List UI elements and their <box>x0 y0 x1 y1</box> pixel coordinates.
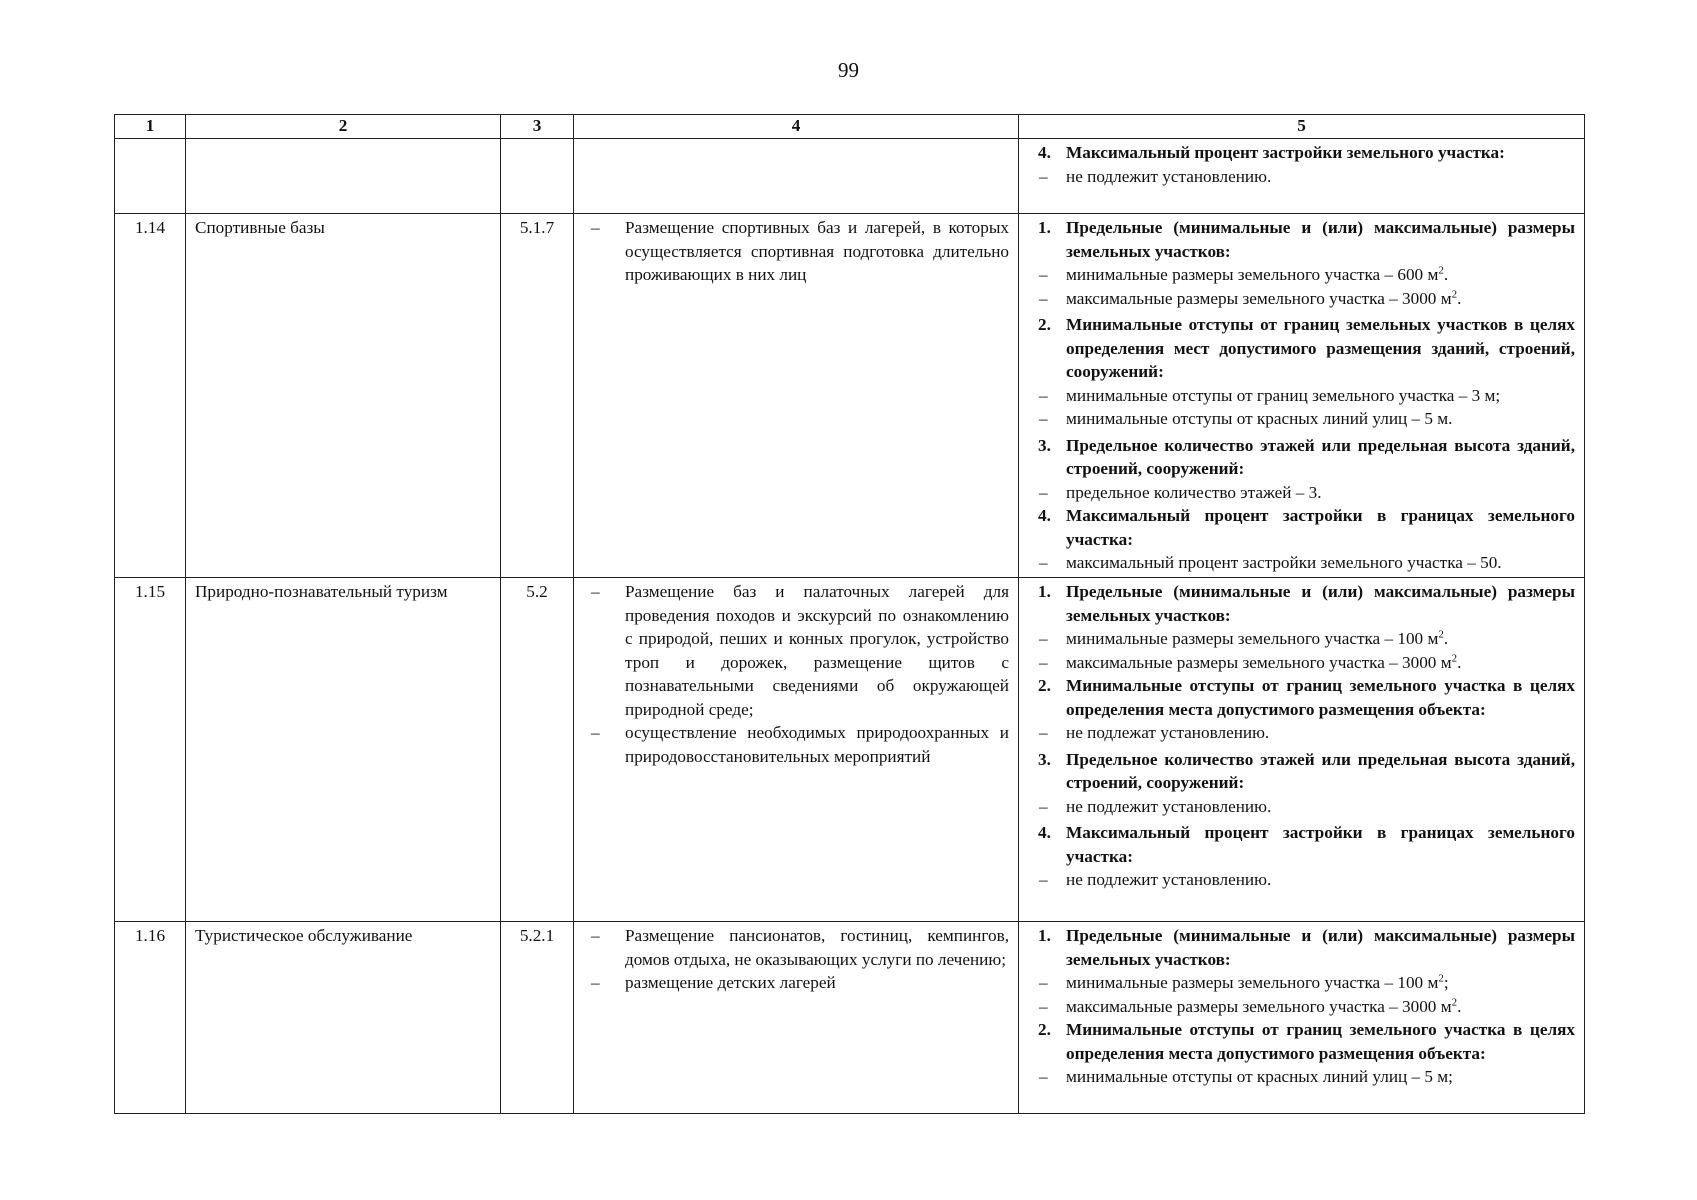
use-parameters <box>1019 139 1585 214</box>
use-parameters <box>1019 922 1585 1114</box>
param-heading: 4. Максимальный процент застройки земельного участка: <box>1038 143 1505 162</box>
description-item: – осуществление необходимых природоохранных и природовосстановительных мероприятий <box>591 723 1009 766</box>
use-description <box>574 922 1019 1114</box>
header-cell: 3 <box>501 115 574 139</box>
use-name: Туристическое обслуживание <box>186 922 501 1114</box>
header-row <box>115 115 1585 139</box>
header-cell: 2 <box>186 115 501 139</box>
table-row <box>115 922 1585 1114</box>
param-heading: 4. Максимальный процент застройки в границах земельного участка: <box>1038 506 1575 549</box>
param-item: – минимальные отступы от красных линий улиц – 5 м; <box>1039 1067 1453 1086</box>
use-name: Спортивные базы <box>186 214 501 578</box>
header-cell: 4 <box>574 115 1019 139</box>
param-item: – не подлежит установлению. <box>1039 796 1272 816</box>
param-item: – минимальные отступы от красных линий улиц – 5 м. <box>1039 409 1453 428</box>
row-number: 1.15 <box>115 578 186 922</box>
use-description <box>574 139 1019 214</box>
use-code: 5.2.1 <box>501 922 574 1114</box>
use-code <box>501 139 574 214</box>
param-item: – не подлежит установлению. <box>1039 166 1272 186</box>
table-row <box>115 139 1585 214</box>
param-heading: 3. Предельное количество этажей или предельная высота зданий, строений, сооружений: <box>1038 435 1575 478</box>
param-item: – минимальные размеры земельного участка – 100 $м^2$; <box>1039 972 1449 992</box>
use-parameters <box>1019 578 1585 922</box>
param-heading: 1. Предельные (минимальные и (или) максимальные) размеры земельных участков: <box>1038 218 1575 261</box>
use-parameters <box>1019 214 1585 578</box>
regulations-table <box>114 114 1585 1114</box>
use-description <box>574 214 1019 578</box>
row-number: 1.14 <box>115 214 186 578</box>
description-item: – Размещение пансионатов, гостиниц, кемпингов, домов отдыха, не оказывающих услуги по лечению; <box>591 926 1009 969</box>
param-heading: 2. Минимальные отступы от границ земельного участка в целях определения места допустимого размещения объекта: <box>1038 1020 1575 1063</box>
param-item: – не подлежат установлению. <box>1039 723 1270 742</box>
param-item: – не подлежит установлению. <box>1039 870 1272 889</box>
use-name: Природно-познавательный туризм <box>186 578 501 922</box>
header-cell: 5 <box>1019 115 1585 139</box>
param-item: – минимальные размеры земельного участка – 100 $м^2$. <box>1039 628 1449 648</box>
param-heading: 1. Предельные (минимальные и (или) максимальные) размеры земельных участков: <box>1038 582 1575 625</box>
use-name <box>186 139 501 214</box>
param-item: – минимальные размеры земельного участка – 600 $м^2$. <box>1039 264 1449 284</box>
use-code: 5.1.7 <box>501 214 574 578</box>
param-item: – максимальные размеры земельного участка – 3000 $м^2$. <box>1039 651 1462 672</box>
use-description <box>574 578 1019 922</box>
param-heading: 1. Предельные (минимальные и (или) максимальные) размеры земельных участков: <box>1038 926 1575 969</box>
table-row <box>115 578 1585 922</box>
description-item: – Размещение спортивных баз и лагерей, в которых осуществляется спортивная подготовка длительно проживающих в них лиц <box>591 218 1009 284</box>
header-cell: 1 <box>115 115 186 139</box>
table-row <box>115 214 1585 578</box>
param-heading: 2. Минимальные отступы от границ земельных участков в целях определения мест допустимого размещения зданий, строений, сооружений: <box>1038 315 1575 381</box>
description-item: – Размещение баз и палаточных лагерей для проведения походов и экскурсий по ознакомлению с природой, пеших и конных прогулок, устройство троп и дорожек, размещение щитов с познавательными сведениями об окружающей природной среде; <box>591 582 1009 719</box>
row-number <box>115 139 186 214</box>
param-heading: 2. Минимальные отступы от границ земельного участка в целях определения места допустимого размещения объекта: <box>1038 676 1575 719</box>
description-item: – размещение детских лагерей <box>591 973 836 992</box>
param-heading: 4. Максимальный процент застройки в границах земельного участка: <box>1038 823 1575 866</box>
param-item: – максимальные размеры земельного участка – 3000 $м^2$. <box>1039 287 1462 308</box>
param-item: – максимальные размеры земельного участка – 3000 $м^2$. <box>1039 995 1462 1016</box>
use-code: 5.2 <box>501 578 574 922</box>
param-heading: 3. Предельное количество этажей или предельная высота зданий, строений, сооружений: <box>1038 749 1575 792</box>
page-number: 99 <box>838 58 859 82</box>
param-item: – предельное количество этажей – 3. <box>1039 482 1322 502</box>
param-item: – максимальный процент застройки земельного участка – 50. <box>1039 553 1502 572</box>
param-item: – минимальные отступы от границ земельного участка – 3 м; <box>1039 385 1501 405</box>
row-number: 1.16 <box>115 922 186 1114</box>
